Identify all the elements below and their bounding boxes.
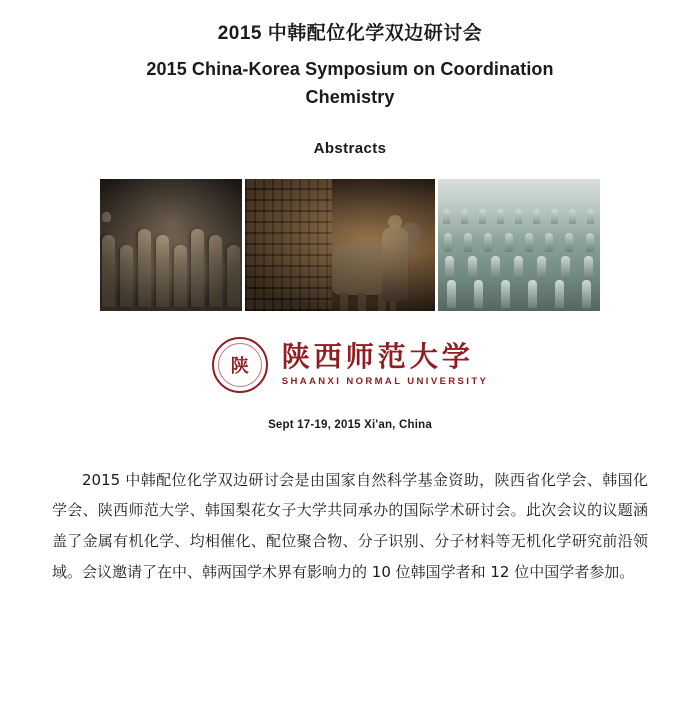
- university-name-chinese: 陕西师范大学: [281, 340, 474, 374]
- page-title-chinese: 2015 中韩配位化学双边研讨会: [217, 23, 483, 44]
- date-and-location: Sept 17-19, 2015 Xi'an, China: [268, 418, 432, 431]
- university-logo: [0, 337, 700, 393]
- photo-1-lighting: [100, 179, 242, 311]
- section-label-abstracts: Abstracts: [313, 139, 387, 157]
- photo-army-rows: [438, 179, 600, 311]
- university-logo-text: [282, 342, 489, 387]
- photo-terracotta-pit: [100, 179, 242, 311]
- introduction-paragraph: 2015 中韩配位化学双边研讨会是由国家自然科学基金资助，陕西省化学会、韩国化学会、陕西师范大学、韩国梨花女子大学共同承办的国际学术研讨会。此次会议的议题涵盖了金属有机化学、均相催化、配位聚合物、分子识别、分子材料等无机化学研究前沿领域。会议邀请了在中、韩两国学术界有影响力的 10 位韩国学者和 12 位中国学者参加。: [52, 470, 648, 581]
- photo-3-lighting: [438, 179, 600, 311]
- photo-2-lighting: [245, 179, 434, 311]
- university-seal-icon: 陕: [212, 337, 268, 393]
- title-block: [0, 0, 700, 112]
- photo-strip: [100, 179, 600, 311]
- page-title-english: 2015 China-Korea Symposium on Coordination Chemistry: [146, 58, 554, 107]
- university-name-english: SHAANXI NORMAL UNIVERSITY: [281, 375, 489, 387]
- photo-warrior-and-horse: [245, 179, 434, 311]
